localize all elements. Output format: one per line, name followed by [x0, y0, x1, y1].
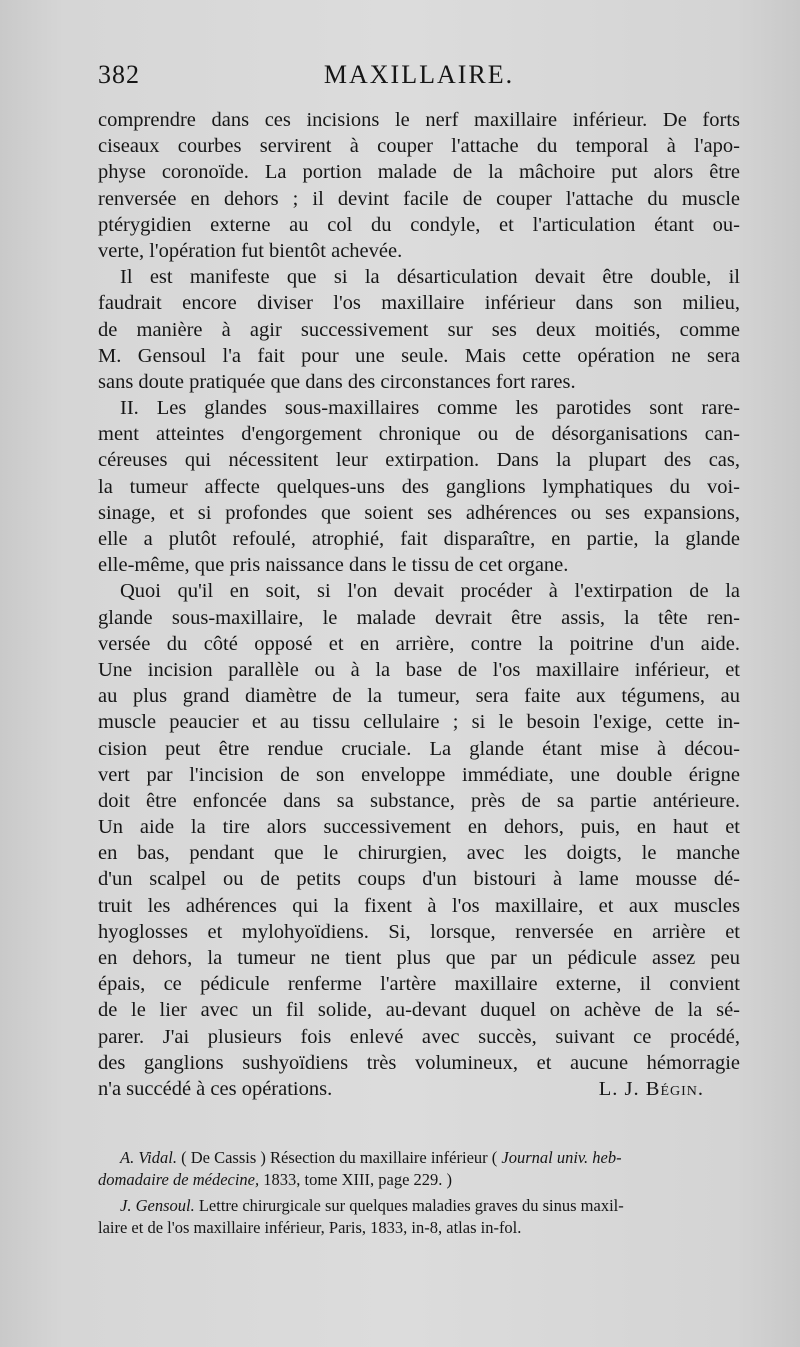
reference-journal: Journal univ. heb-: [501, 1148, 622, 1167]
reference-text: laire et de l'os maxillaire inférieur, Paris, 1833, in-8, atlas in-fol.: [98, 1217, 522, 1237]
text-line: vert par l'incision de son enveloppe immédiate, une double érigne: [98, 763, 740, 786]
text-line: n'a succédé à ces opérations.: [98, 1077, 333, 1100]
page-number: 382: [98, 60, 140, 89]
text-line: faudrait encore diviser l'os maxillaire inférieur dans son milieu,: [98, 292, 740, 315]
text-line: elle a plutôt refoulé, atrophié, fait disparaître, en partie, la glande: [98, 528, 740, 550]
closing-line: [98, 1076, 740, 1102]
text-line: renversée en dehors ; il devint facile de couper l'attache du muscle: [98, 187, 740, 210]
text-line: la tumeur affecte quelques-uns des ganglions lymphatiques du voi-: [98, 475, 740, 498]
text-line: versée du côté opposé et en arrière, contre la poitrine d'un aide.: [98, 632, 740, 655]
text-line: parer. J'ai plusieurs fois enlevé avec succès, suivant ce procédé,: [98, 1025, 740, 1048]
text-line: Un aide la tire alors successivement en dehors, puis, en haut et: [98, 816, 740, 839]
reference-entry: [98, 1195, 740, 1217]
reference-author: J. Gensoul.: [120, 1196, 195, 1215]
text-line: sinage, et si profondes que soient ses adhérences ou ses expansions,: [98, 501, 740, 524]
text-line: elle-même, que pris naissance dans le tissu de cet organe.: [98, 554, 569, 577]
paragraph: [98, 395, 740, 578]
text-line: en dehors, la tumeur ne tient plus que par un pédicule assez peu: [98, 947, 740, 969]
page-header: [98, 60, 740, 100]
text-line: des ganglions sushyoïdiens très volumineux, et aucune hémorragie: [98, 1051, 740, 1074]
reference-entry: [98, 1147, 740, 1169]
text-line: ptérygidien externe au col du condyle, et l'articulation étant ou-: [98, 213, 740, 236]
text-line: céreuses qui nécessitent leur extirpation. Dans la plupart des cas,: [98, 449, 740, 472]
text-line: de le lier avec un fil solide, au-devant duquel on achève de la sé-: [98, 999, 740, 1022]
running-title: MAXILLAIRE.: [323, 60, 515, 89]
text-line: physe coronoïde. La portion malade de la mâchoire put alors être: [98, 161, 740, 184]
text-line: cision peut être rendue cruciale. La glande étant mise à décou-: [98, 737, 740, 760]
reference-text: Lettre chirurgicale sur quelques maladies graves du sinus maxil-: [194, 1196, 624, 1215]
text-line: Quoi qu'il en soit, si l'on devait procéder à l'extirpation de la: [120, 580, 740, 603]
paragraph: [98, 578, 740, 1102]
text-line: comprendre dans ces incisions le nerf maxillaire inférieur. De forts: [98, 109, 740, 131]
text-line: glande sous-maxillaire, le malade devrait être assis, la tête ren-: [98, 606, 740, 629]
text-line: hyoglosses et mylohyoïdiens. Si, lorsque, renversée en arrière et: [98, 920, 740, 943]
text-line: au plus grand diamètre de la tumeur, sera faite aux tégumens, au: [98, 685, 740, 708]
text-line: ciseaux courbes servirent à couper l'attache du temporal à l'apo-: [98, 135, 740, 158]
reference-continuation: [98, 1169, 740, 1191]
paragraph: [98, 264, 740, 395]
text-line: d'un scalpel ou de petits coups d'un bistouri à lame mousse dé-: [98, 868, 740, 891]
text-line: en bas, pendant que le chirurgien, avec les doigts, le manche: [98, 842, 740, 865]
text-line: M. Gensoul l'a fait pour une seule. Mais cette opération ne sera: [98, 344, 740, 367]
text-line: Il est manifeste que si la désarticulation devait être double, il: [120, 266, 740, 289]
reference-author: A. Vidal.: [120, 1148, 177, 1167]
text-line: verte, l'opération fut bientôt achevée.: [98, 239, 403, 262]
bibliography: [98, 1147, 740, 1238]
text-line: Une incision parallèle ou à la base de l'os maxillaire inférieur, et: [98, 658, 740, 681]
text-line: ment atteintes d'engorgement chronique ou de désorganisations can-: [98, 423, 740, 446]
text-line: épais, ce pédicule renferme l'artère maxillaire externe, il convient: [98, 973, 740, 996]
reference-journal: domadaire de médecine,: [98, 1169, 260, 1189]
text-line: II. Les glandes sous-maxillaires comme les parotides sont rare-: [120, 397, 740, 420]
text-line: muscle peaucier et au tissu cellulaire ; si le besoin l'exige, cette in-: [98, 711, 740, 734]
body-text: [98, 107, 740, 1102]
author-signature: L. J. Bégin.: [598, 1077, 704, 1100]
reference-continuation: [98, 1217, 740, 1239]
text-line: truit les adhérences qui la fixent à l'os maxillaire, et aux muscles: [98, 894, 740, 917]
reference-text: 1833, tome XIII, page 229. ): [259, 1169, 453, 1189]
text-line: doit être enfoncée dans sa substance, près de sa partie antérieure.: [98, 789, 740, 812]
paragraph: [98, 107, 740, 264]
reference-text: ( De Cassis ) Résection du maxillaire inférieur (: [176, 1148, 502, 1167]
text-line: sans doute pratiquée que dans des circonstances fort rares.: [98, 370, 576, 393]
text-line: de manière à agir successivement sur ses deux moitiés, comme: [98, 318, 740, 341]
